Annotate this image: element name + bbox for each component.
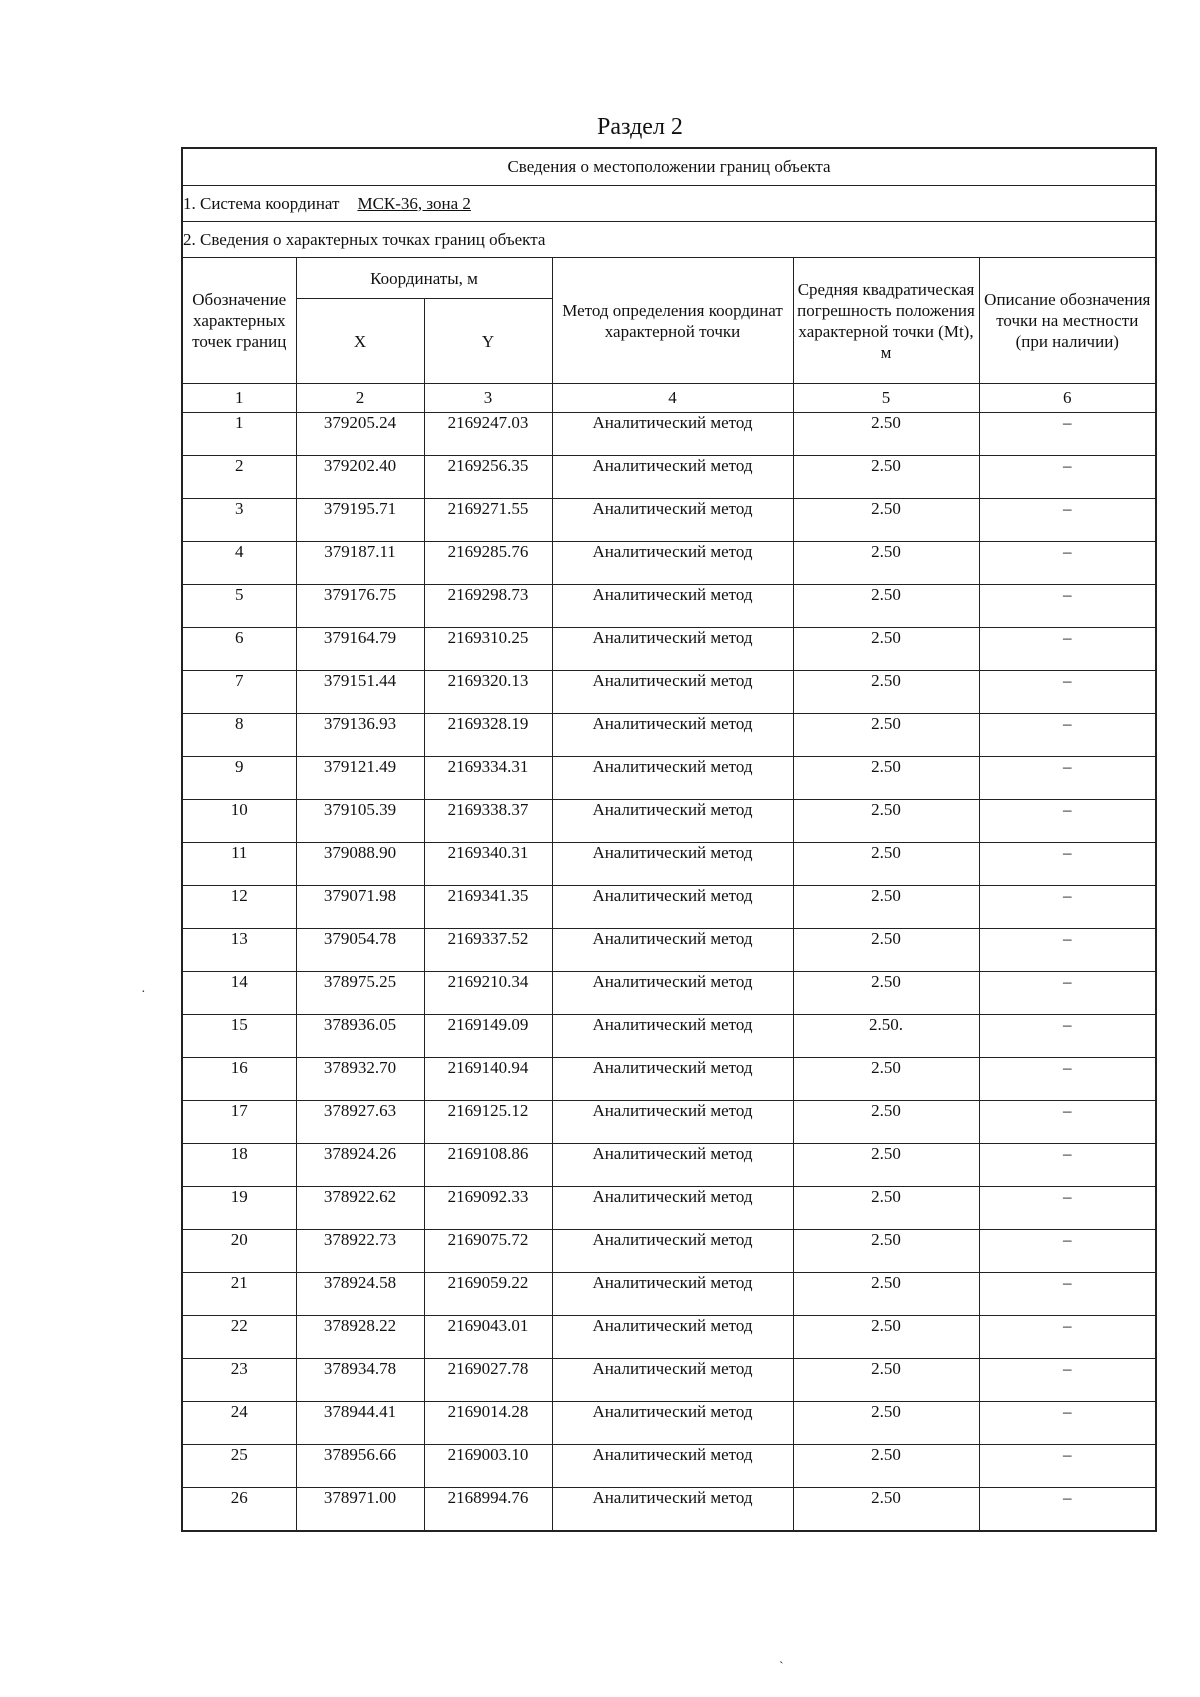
table-row bbox=[182, 757, 1156, 800]
point-number-cell: 23 bbox=[182, 1359, 296, 1402]
point-number-cell: 26 bbox=[182, 1488, 296, 1532]
x-coordinate-cell: 379121.49 bbox=[296, 757, 424, 800]
error-cell: 2.50 bbox=[793, 499, 979, 542]
error-cell: 2.50 bbox=[793, 972, 979, 1015]
y-coordinate-cell: 2169337.52 bbox=[424, 929, 552, 972]
error-cell: 2.50 bbox=[793, 929, 979, 972]
table-row bbox=[182, 1445, 1156, 1488]
method-cell: Аналитический метод bbox=[552, 1015, 793, 1058]
x-coordinate-cell: 379105.39 bbox=[296, 800, 424, 843]
table-row bbox=[182, 886, 1156, 929]
point-number-cell: 17 bbox=[182, 1101, 296, 1144]
x-coordinate-cell: 378975.25 bbox=[296, 972, 424, 1015]
table-row bbox=[182, 1101, 1156, 1144]
x-coordinate-cell: 379195.71 bbox=[296, 499, 424, 542]
column-number: 5 bbox=[793, 384, 979, 413]
description-cell: – bbox=[979, 843, 1156, 886]
y-coordinate-cell: 2169328.19 bbox=[424, 714, 552, 757]
y-coordinate-cell: 2169014.28 bbox=[424, 1402, 552, 1445]
y-coordinate-cell: 2169256.35 bbox=[424, 456, 552, 499]
description-cell: – bbox=[979, 1402, 1156, 1445]
point-number-cell: 1 bbox=[182, 413, 296, 456]
description-cell: – bbox=[979, 1230, 1156, 1273]
x-coordinate-cell: 378924.26 bbox=[296, 1144, 424, 1187]
point-number-cell: 6 bbox=[182, 628, 296, 671]
description-cell: – bbox=[979, 929, 1156, 972]
error-cell: 2.50 bbox=[793, 757, 979, 800]
point-number-cell: 8 bbox=[182, 714, 296, 757]
method-cell: Аналитический метод bbox=[552, 499, 793, 542]
point-number-cell: 21 bbox=[182, 1273, 296, 1316]
x-coordinate-cell: 378971.00 bbox=[296, 1488, 424, 1532]
method-cell: Аналитический метод bbox=[552, 1187, 793, 1230]
point-number-cell: 3 bbox=[182, 499, 296, 542]
error-cell: 2.50 bbox=[793, 886, 979, 929]
point-number-cell: 9 bbox=[182, 757, 296, 800]
table-row bbox=[182, 542, 1156, 585]
method-cell: Аналитический метод bbox=[552, 1144, 793, 1187]
point-number-cell: 4 bbox=[182, 542, 296, 585]
method-cell: Аналитический метод bbox=[552, 929, 793, 972]
y-coordinate-cell: 2169341.35 bbox=[424, 886, 552, 929]
method-cell: Аналитический метод bbox=[552, 1058, 793, 1101]
description-cell: – bbox=[979, 1273, 1156, 1316]
error-cell: 2.50 bbox=[793, 714, 979, 757]
table-row bbox=[182, 628, 1156, 671]
description-cell: – bbox=[979, 1015, 1156, 1058]
header-x: X bbox=[296, 299, 424, 384]
points-heading-row bbox=[182, 222, 1156, 258]
table-row bbox=[182, 1273, 1156, 1316]
method-cell: Аналитический метод bbox=[552, 1402, 793, 1445]
x-coordinate-cell: 378928.22 bbox=[296, 1316, 424, 1359]
error-cell: 2.50 bbox=[793, 1058, 979, 1101]
y-coordinate-cell: 2169027.78 bbox=[424, 1359, 552, 1402]
table-row bbox=[182, 1316, 1156, 1359]
error-cell: 2.50. bbox=[793, 1015, 979, 1058]
point-number-cell: 14 bbox=[182, 972, 296, 1015]
error-cell: 2.50 bbox=[793, 1445, 979, 1488]
description-cell: – bbox=[979, 1488, 1156, 1532]
header-error: Средняя квадратическая погрешность положения характерной точки (Mt), м bbox=[793, 258, 979, 384]
error-cell: 2.50 bbox=[793, 1273, 979, 1316]
error-cell: 2.50 bbox=[793, 628, 979, 671]
y-coordinate-cell: 2168994.76 bbox=[424, 1488, 552, 1532]
point-number-cell: 12 bbox=[182, 886, 296, 929]
scan-speck: · bbox=[141, 985, 146, 1000]
point-number-cell: 7 bbox=[182, 671, 296, 714]
x-coordinate-cell: 379202.40 bbox=[296, 456, 424, 499]
x-coordinate-cell: 379054.78 bbox=[296, 929, 424, 972]
table-row bbox=[182, 413, 1156, 456]
description-cell: – bbox=[979, 714, 1156, 757]
error-cell: 2.50 bbox=[793, 1144, 979, 1187]
y-coordinate-cell: 2169334.31 bbox=[424, 757, 552, 800]
x-coordinate-cell: 378956.66 bbox=[296, 1445, 424, 1488]
point-number-cell: 5 bbox=[182, 585, 296, 628]
point-number-cell: 19 bbox=[182, 1187, 296, 1230]
table-row bbox=[182, 499, 1156, 542]
description-cell: – bbox=[979, 1101, 1156, 1144]
description-cell: – bbox=[979, 1359, 1156, 1402]
error-cell: 2.50 bbox=[793, 1316, 979, 1359]
x-coordinate-cell: 379187.11 bbox=[296, 542, 424, 585]
table-row bbox=[182, 456, 1156, 499]
error-cell: 2.50 bbox=[793, 1187, 979, 1230]
y-coordinate-cell: 2169149.09 bbox=[424, 1015, 552, 1058]
method-cell: Аналитический метод bbox=[552, 585, 793, 628]
method-cell: Аналитический метод bbox=[552, 542, 793, 585]
y-coordinate-cell: 2169340.31 bbox=[424, 843, 552, 886]
y-coordinate-cell: 2169310.25 bbox=[424, 628, 552, 671]
header-coordinates: Координаты, м bbox=[296, 258, 552, 299]
y-coordinate-cell: 2169003.10 bbox=[424, 1445, 552, 1488]
table-row bbox=[182, 1230, 1156, 1273]
column-number: 4 bbox=[552, 384, 793, 413]
method-cell: Аналитический метод bbox=[552, 671, 793, 714]
y-coordinate-cell: 2169285.76 bbox=[424, 542, 552, 585]
y-coordinate-cell: 2169247.03 bbox=[424, 413, 552, 456]
coord-system-label: 1. Система координат bbox=[183, 193, 340, 213]
error-cell: 2.50 bbox=[793, 1230, 979, 1273]
table-title-row bbox=[182, 148, 1156, 186]
x-coordinate-cell: 379176.75 bbox=[296, 585, 424, 628]
header-y: Y bbox=[424, 299, 552, 384]
column-number-row bbox=[182, 384, 1156, 413]
error-cell: 2.50 bbox=[793, 1359, 979, 1402]
x-coordinate-cell: 379088.90 bbox=[296, 843, 424, 886]
table-row bbox=[182, 800, 1156, 843]
description-cell: – bbox=[979, 1187, 1156, 1230]
table-row bbox=[182, 972, 1156, 1015]
point-number-cell: 13 bbox=[182, 929, 296, 972]
x-coordinate-cell: 378924.58 bbox=[296, 1273, 424, 1316]
method-cell: Аналитический метод bbox=[552, 628, 793, 671]
table-row bbox=[182, 671, 1156, 714]
description-cell: – bbox=[979, 757, 1156, 800]
point-number-cell: 18 bbox=[182, 1144, 296, 1187]
x-coordinate-cell: 378936.05 bbox=[296, 1015, 424, 1058]
method-cell: Аналитический метод bbox=[552, 1488, 793, 1532]
header-description: Описание обозначения точки на местности (при наличии) bbox=[979, 258, 1156, 384]
x-coordinate-cell: 378932.70 bbox=[296, 1058, 424, 1101]
scan-speck: ` bbox=[779, 1660, 784, 1675]
x-coordinate-cell: 378944.41 bbox=[296, 1402, 424, 1445]
error-cell: 2.50 bbox=[793, 1488, 979, 1532]
x-coordinate-cell: 379164.79 bbox=[296, 628, 424, 671]
error-cell: 2.50 bbox=[793, 413, 979, 456]
description-cell: – bbox=[979, 628, 1156, 671]
y-coordinate-cell: 2169125.12 bbox=[424, 1101, 552, 1144]
method-cell: Аналитический метод bbox=[552, 972, 793, 1015]
description-cell: – bbox=[979, 542, 1156, 585]
boundary-points-table bbox=[181, 147, 1157, 1532]
method-cell: Аналитический метод bbox=[552, 1316, 793, 1359]
description-cell: – bbox=[979, 456, 1156, 499]
y-coordinate-cell: 2169320.13 bbox=[424, 671, 552, 714]
x-coordinate-cell: 379071.98 bbox=[296, 886, 424, 929]
y-coordinate-cell: 2169059.22 bbox=[424, 1273, 552, 1316]
method-cell: Аналитический метод bbox=[552, 886, 793, 929]
description-cell: – bbox=[979, 585, 1156, 628]
table-row bbox=[182, 1144, 1156, 1187]
method-cell: Аналитический метод bbox=[552, 757, 793, 800]
x-coordinate-cell: 378927.63 bbox=[296, 1101, 424, 1144]
y-coordinate-cell: 2169043.01 bbox=[424, 1316, 552, 1359]
point-number-cell: 10 bbox=[182, 800, 296, 843]
description-cell: – bbox=[979, 499, 1156, 542]
method-cell: Аналитический метод bbox=[552, 1445, 793, 1488]
table-row bbox=[182, 714, 1156, 757]
y-coordinate-cell: 2169108.86 bbox=[424, 1144, 552, 1187]
method-cell: Аналитический метод bbox=[552, 843, 793, 886]
description-cell: – bbox=[979, 1316, 1156, 1359]
x-coordinate-cell: 378922.62 bbox=[296, 1187, 424, 1230]
description-cell: – bbox=[979, 413, 1156, 456]
x-coordinate-cell: 378934.78 bbox=[296, 1359, 424, 1402]
column-number: 6 bbox=[979, 384, 1156, 413]
point-number-cell: 25 bbox=[182, 1445, 296, 1488]
point-number-cell: 24 bbox=[182, 1402, 296, 1445]
point-number-cell: 2 bbox=[182, 456, 296, 499]
coord-system-row bbox=[182, 186, 1156, 222]
description-cell: – bbox=[979, 1445, 1156, 1488]
error-cell: 2.50 bbox=[793, 843, 979, 886]
y-coordinate-cell: 2169210.34 bbox=[424, 972, 552, 1015]
description-cell: – bbox=[979, 800, 1156, 843]
error-cell: 2.50 bbox=[793, 800, 979, 843]
method-cell: Аналитический метод bbox=[552, 413, 793, 456]
header-method: Метод определения координат характерной точки bbox=[552, 258, 793, 384]
error-cell: 2.50 bbox=[793, 585, 979, 628]
method-cell: Аналитический метод bbox=[552, 714, 793, 757]
description-cell: – bbox=[979, 972, 1156, 1015]
method-cell: Аналитический метод bbox=[552, 1230, 793, 1273]
point-number-cell: 22 bbox=[182, 1316, 296, 1359]
method-cell: Аналитический метод bbox=[552, 1273, 793, 1316]
table-row bbox=[182, 843, 1156, 886]
coord-system-value: МСК-36, зона 2 bbox=[357, 193, 471, 213]
error-cell: 2.50 bbox=[793, 1402, 979, 1445]
y-coordinate-cell: 2169298.73 bbox=[424, 585, 552, 628]
section-title: Раздел 2 bbox=[597, 114, 683, 140]
error-cell: 2.50 bbox=[793, 542, 979, 585]
description-cell: – bbox=[979, 1144, 1156, 1187]
column-number: 3 bbox=[424, 384, 552, 413]
x-coordinate-cell: 379136.93 bbox=[296, 714, 424, 757]
y-coordinate-cell: 2169092.33 bbox=[424, 1187, 552, 1230]
x-coordinate-cell: 379151.44 bbox=[296, 671, 424, 714]
y-coordinate-cell: 2169140.94 bbox=[424, 1058, 552, 1101]
table-row bbox=[182, 1058, 1156, 1101]
table-row bbox=[182, 585, 1156, 628]
point-number-cell: 16 bbox=[182, 1058, 296, 1101]
point-number-cell: 20 bbox=[182, 1230, 296, 1273]
error-cell: 2.50 bbox=[793, 671, 979, 714]
table-row bbox=[182, 1015, 1156, 1058]
points-heading: 2. Сведения о характерных точках границ объекта bbox=[182, 222, 1156, 258]
table-row bbox=[182, 929, 1156, 972]
table-row bbox=[182, 1359, 1156, 1402]
y-coordinate-cell: 2169338.37 bbox=[424, 800, 552, 843]
error-cell: 2.50 bbox=[793, 456, 979, 499]
header-designation: Обозначение характерных точек границ bbox=[182, 258, 296, 384]
y-coordinate-cell: 2169271.55 bbox=[424, 499, 552, 542]
method-cell: Аналитический метод bbox=[552, 800, 793, 843]
method-cell: Аналитический метод bbox=[552, 1101, 793, 1144]
point-number-cell: 11 bbox=[182, 843, 296, 886]
method-cell: Аналитический метод bbox=[552, 1359, 793, 1402]
error-cell: 2.50 bbox=[793, 1101, 979, 1144]
y-coordinate-cell: 2169075.72 bbox=[424, 1230, 552, 1273]
column-number: 1 bbox=[182, 384, 296, 413]
description-cell: – bbox=[979, 886, 1156, 929]
description-cell: – bbox=[979, 1058, 1156, 1101]
table-title: Сведения о местоположении границ объекта bbox=[182, 148, 1156, 186]
x-coordinate-cell: 379205.24 bbox=[296, 413, 424, 456]
description-cell: – bbox=[979, 671, 1156, 714]
table-row bbox=[182, 1187, 1156, 1230]
table-row bbox=[182, 1488, 1156, 1532]
method-cell: Аналитический метод bbox=[552, 456, 793, 499]
column-number: 2 bbox=[296, 384, 424, 413]
header-row-1 bbox=[182, 258, 1156, 299]
point-number-cell: 15 bbox=[182, 1015, 296, 1058]
x-coordinate-cell: 378922.73 bbox=[296, 1230, 424, 1273]
table-row bbox=[182, 1402, 1156, 1445]
